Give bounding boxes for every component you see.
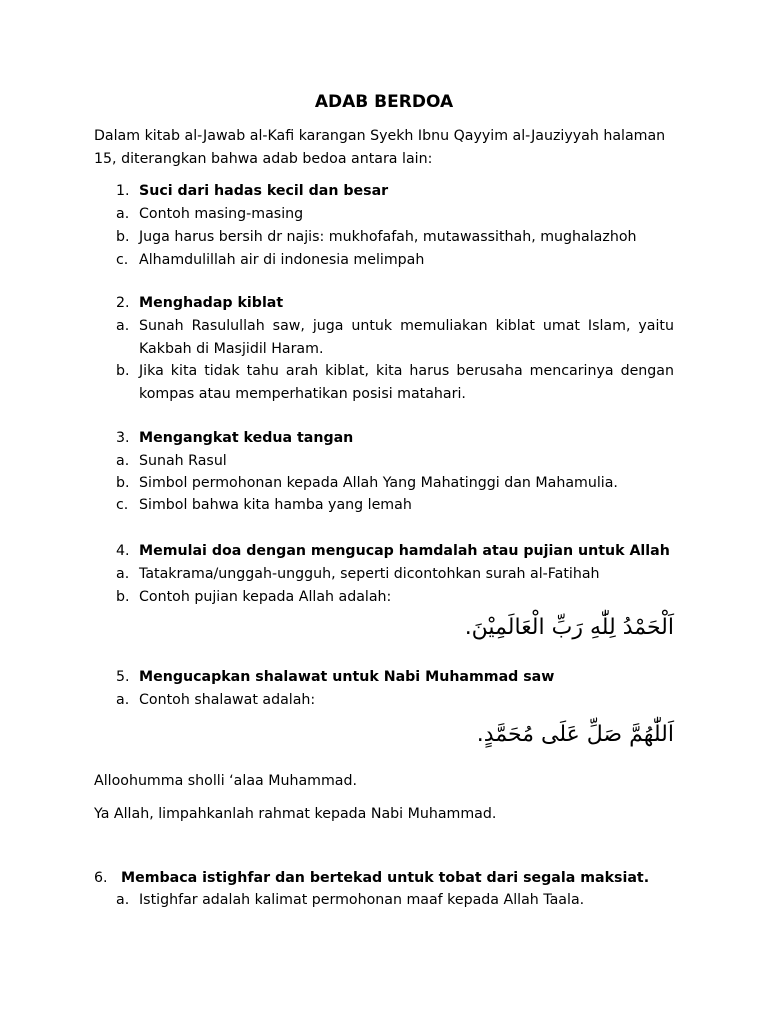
intro-line: Dalam kitab al-Jawab al-Kafi karangan Syekh Ibnu Qayyim al-Jauziyyah halaman (94, 128, 666, 144)
item-text: kompas atau memperhatikan posisi matahari. (139, 386, 466, 402)
intro-line: 15, diterangkan bahwa adab bedoa antara lain: (94, 151, 433, 167)
item-text: Tatakrama/unggah-ungguh, seperti dicontohkan surah al-Fatihah (139, 566, 600, 582)
section-heading: Mengucapkan shalawat untuk Nabi Muhammad saw (139, 669, 555, 685)
item-marker: a. (116, 318, 130, 334)
item-text: Jika kita tidak tahu arah kiblat, kita harus berusaha mencarinya dengan (139, 363, 674, 379)
item-marker: a. (116, 206, 130, 222)
section-number: 5. (116, 669, 130, 685)
section-heading: Membaca istighfar dan bertekad untuk tobat dari segala maksiat. (121, 870, 650, 886)
section-number: 1. (116, 183, 130, 199)
item-text: Kakbah di Masjidil Haram. (139, 341, 324, 357)
item-marker: a. (116, 453, 130, 469)
item-marker: b. (116, 589, 130, 605)
item-text: Juga harus bersih dr najis: mukhofafah, mutawassithah, mughalazhoh (139, 229, 637, 245)
transliteration-text: Alloohumma sholli ‘alaa Muhammad. (94, 773, 357, 789)
item-marker: a. (116, 566, 130, 582)
item-marker: c. (116, 497, 129, 513)
section-heading: Mengangkat kedua tangan (139, 430, 354, 446)
section-number: 2. (116, 295, 130, 311)
item-text: Sunah Rasul (139, 453, 227, 469)
item-marker: b. (116, 475, 130, 491)
item-marker: c. (116, 252, 129, 268)
item-text: Contoh masing-masing (139, 206, 304, 222)
item-text: Simbol bahwa kita hamba yang lemah (139, 497, 412, 513)
section-heading: Suci dari hadas kecil dan besar (139, 183, 389, 199)
translation-text: Ya Allah, limpahkanlah rahmat kepada Nabi Muhammad. (94, 806, 497, 822)
item-text: Contoh shalawat adalah: (139, 692, 316, 708)
section-heading: Memulai doa dengan mengucap hamdalah atau pujian untuk Allah (139, 543, 670, 559)
page-title: ADAB BERDOA (314, 92, 454, 112)
section-heading: Menghadap kiblat (139, 295, 284, 311)
item-text: Contoh pujian kepada Allah adalah: (139, 589, 392, 605)
item-text: Istighfar adalah kalimat permohonan maaf kepada Allah Taala. (139, 892, 585, 908)
item-text: Simbol permohonan kepada Allah Yang Mahatinggi dan Mahamulia. (139, 475, 618, 491)
item-marker: a. (116, 692, 130, 708)
item-marker: a. (116, 892, 130, 908)
arabic-hamdalah: اَلْحَمْدُ لِلّٰهِ رَبِّ الْعَالَمِيْنَ. (464, 615, 674, 640)
item-marker: b. (116, 363, 130, 379)
arabic-shalawat: اَللّٰهُمَّ صَلِّ عَلَى مُحَمَّدٍ. (476, 722, 674, 747)
item-text: Sunah Rasulullah saw, juga untuk memuliakan kiblat umat Islam, yaitu (139, 318, 674, 334)
item-marker: b. (116, 229, 130, 245)
item-text: Alhamdulillah air di indonesia melimpah (139, 252, 425, 268)
section-number: 4. (116, 543, 130, 559)
section-number: 3. (116, 430, 130, 446)
section-number: 6. (94, 870, 108, 886)
